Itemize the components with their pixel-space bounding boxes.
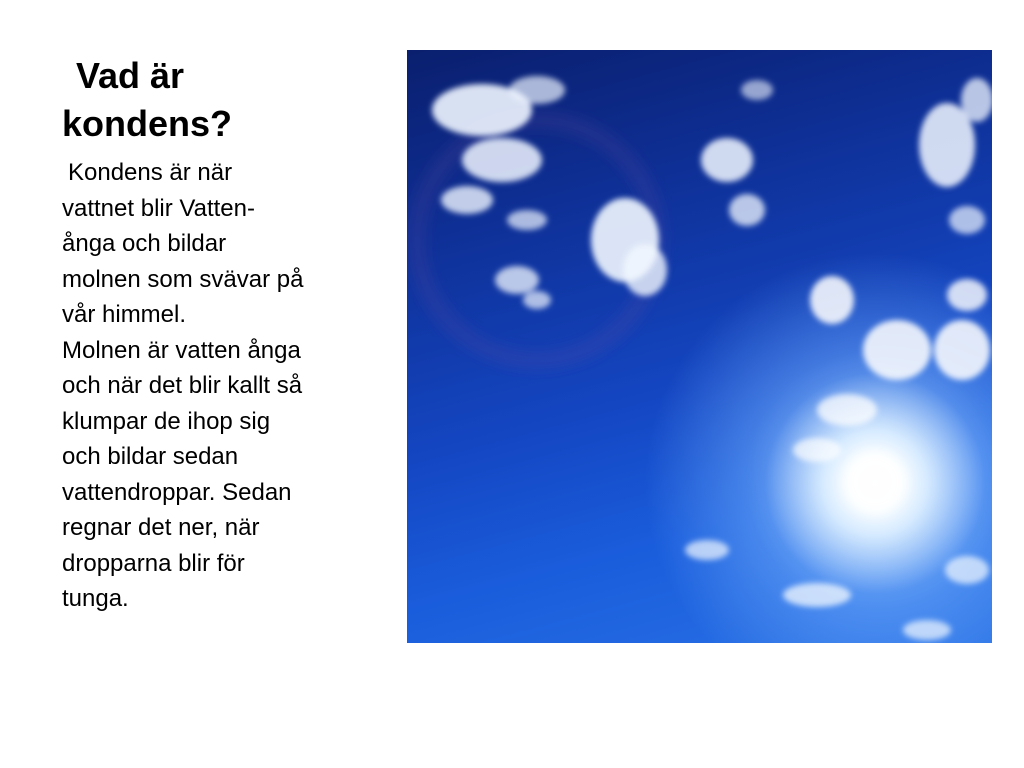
body-line: vattendroppar. Sedan: [62, 478, 292, 506]
body-line: tunga.: [62, 585, 129, 612]
sky-photo: [407, 50, 992, 643]
body-line: dropparna blir för: [62, 549, 245, 577]
body-line: och när det blir kallt så: [62, 372, 303, 399]
body-line: molnen som svävar på: [62, 265, 304, 293]
sky-clouds-illustration: [407, 50, 992, 643]
slide-title: [62, 52, 362, 148]
sun: [845, 452, 905, 512]
body-line: ånga och bildar: [62, 230, 227, 257]
body-line: vattnet blir Vatten-: [62, 194, 255, 222]
body-line: vår himmel.: [62, 301, 187, 328]
title-line: kondens?: [62, 103, 233, 144]
body-line: klumpar de ihop sig: [62, 407, 271, 435]
slide-body-text: [62, 155, 392, 617]
body-line: och bildar sedan: [62, 443, 239, 470]
cloud-shape: [701, 78, 992, 234]
body-line: regnar det ner, när: [62, 514, 260, 541]
body-line: Molnen är vatten ånga: [62, 336, 301, 364]
body-line: Kondens är när: [68, 159, 233, 186]
title-line: Vad är: [76, 55, 185, 96]
